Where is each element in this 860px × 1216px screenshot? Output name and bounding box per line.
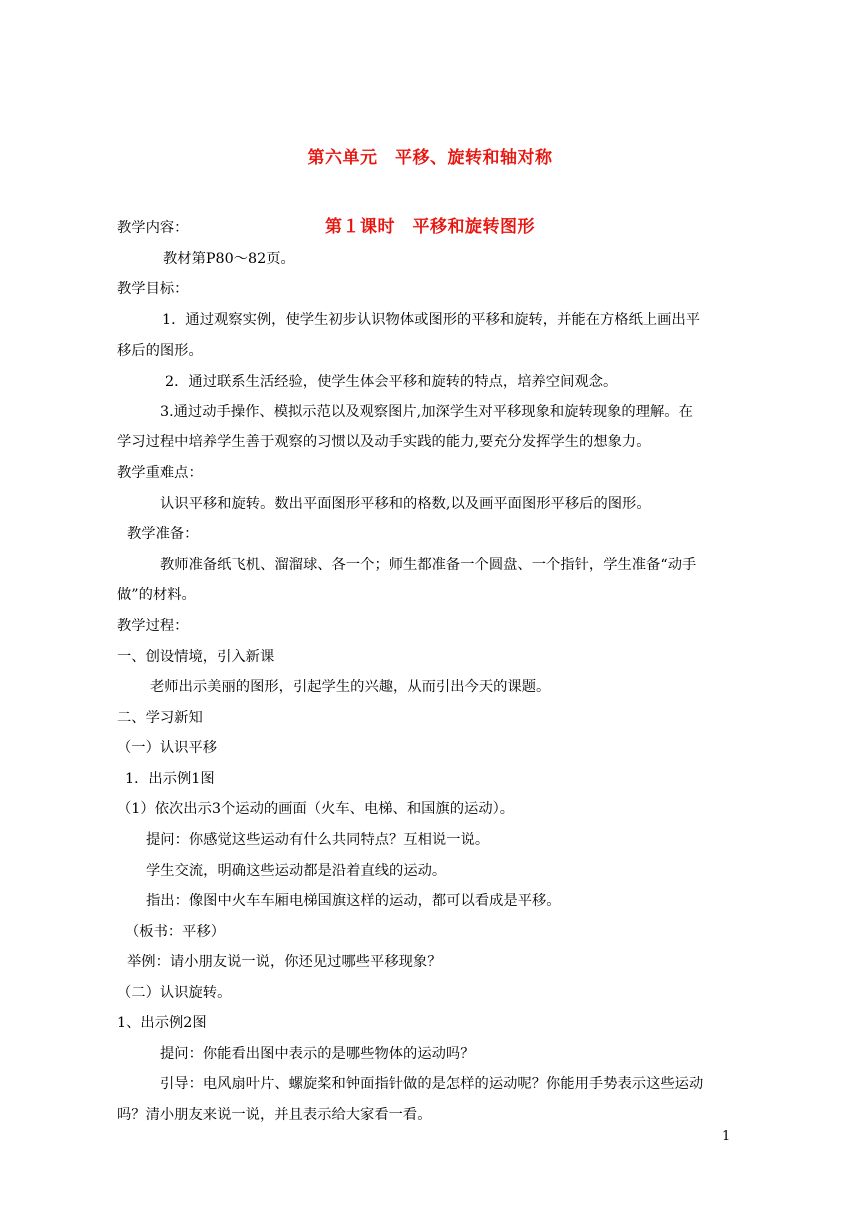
paragraph-line: 1、出示例2图 <box>117 1015 207 1031</box>
paragraph-line: 引导：电风扇叶片、螺旋桨和钟面指针做的是怎样的运动呢？你能用手势表示这些运动 <box>160 1076 704 1092</box>
paragraph-line: 提问：你能看出图中表示的是哪些物体的运动吗？ <box>160 1046 475 1062</box>
paragraph-line: （二）认识旋转。 <box>117 985 232 1001</box>
paragraph-line: 移后的图形。 <box>117 343 203 359</box>
paragraph-line: 教材第P80～82页。 <box>163 251 295 267</box>
section-heading: 教学目标： <box>117 281 189 297</box>
paragraph-line: 1．出示例1图 <box>125 771 215 787</box>
paragraph-line: 3.通过动手操作、模拟示范以及观察图片,加深学生对平移现象和旋转现象的理解。在 <box>160 404 693 420</box>
paragraph-line: 学习过程中培养学生善于观察的习惯以及动手实践的能力,要充分发挥学生的想象力。 <box>117 434 651 450</box>
paragraph-line: 举例：请小朋友说一说，你还见过哪些平移现象？ <box>127 954 442 970</box>
paragraph-line: 二、学习新知 <box>117 710 203 726</box>
paragraph-line: 1．通过观察实例，使学生初步认识物体或图形的平移和旋转，并能在方格纸上画出平 <box>162 312 701 328</box>
section-heading: 教学内容： <box>117 220 189 236</box>
section-heading: 教学过程： <box>117 618 189 634</box>
unit-title: 第六单元 平移、旋转和轴对称 <box>307 148 553 168</box>
paragraph-line: 学生交流，明确这些运动都是沿着直线的运动。 <box>146 863 447 879</box>
paragraph-line: 教师准备纸飞机、溜溜球、各一个；师生都准备一个圆盘、一个指针，学生准备“动手 <box>160 557 697 573</box>
section-heading: 教学重难点： <box>117 465 203 481</box>
section-heading: 教学准备： <box>127 526 199 542</box>
paragraph-line: 做”的材料。 <box>117 587 196 603</box>
paragraph-line: （1）依次出示3个运动的画面（火车、电梯、和国旗的运动）。 <box>117 801 515 817</box>
page-number: 1 <box>722 1129 731 1144</box>
paragraph-line: 提问：你感觉这些运动有什么共同特点？互相说一说。 <box>146 832 490 848</box>
paragraph-line: （板书：平移） <box>125 924 226 940</box>
lesson-title: 第１课时 平移和旋转图形 <box>325 217 535 237</box>
paragraph-line: 一、创设情境，引入新课 <box>117 649 275 665</box>
paragraph-line: 老师出示美丽的图形，引起学生的兴趣，从而引出今天的课题。 <box>150 679 551 695</box>
paragraph-line: 认识平移和旋转。数出平面图形平移和的格数,以及画平面图形平移后的图形。 <box>160 496 651 512</box>
paragraph-line: 吗？清小朋友来说一说，并且表示给大家看一看。 <box>117 1107 432 1123</box>
paragraph-line: 2．通过联系生活经验，使学生体会平移和旋转的特点，培养空间观念。 <box>165 374 618 390</box>
paragraph-line: （一）认识平移 <box>117 740 218 756</box>
paragraph-line: 指出：像图中火车车厢电梯国旗这样的运动，都可以看成是平移。 <box>146 893 561 909</box>
